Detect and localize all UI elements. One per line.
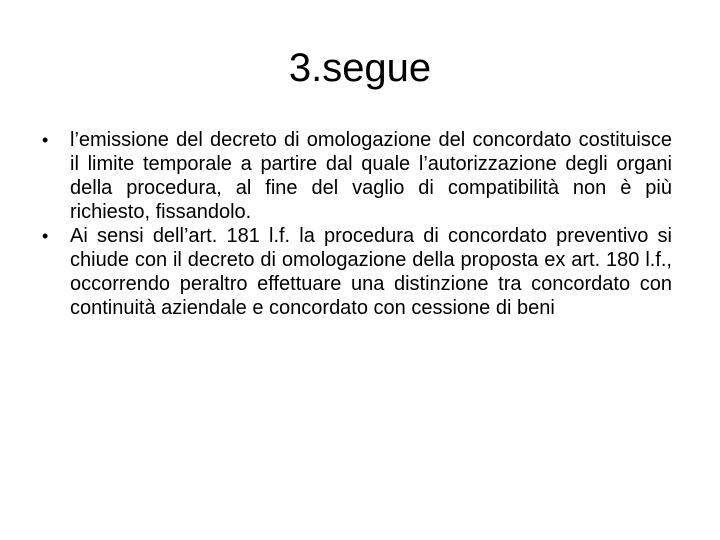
bullet-list <box>42 128 672 320</box>
bullet-item-2 <box>42 224 672 320</box>
bullet-marker: • <box>42 130 49 150</box>
bullet-text: l’emissione del decreto di omologazione del concordato costituisce il limite temporale a partire dal quale l’autorizzazione degli organi della procedura, al fine del vaglio di compatibilità non è più richiesto, fissandolo. <box>70 129 672 223</box>
bullet-item-1 <box>42 128 672 224</box>
bullet-text: Ai sensi dell’art. 181 l.f. la procedura di concordato preventivo si chiude con il decreto di omologazione della proposta ex art. 180 l.f., occorrendo peraltro effettuare una distinzione tra concordato con continuità aziendale e concordato con cessione di beni <box>70 225 672 319</box>
slide-title: 3.segue <box>288 46 432 90</box>
bullet-marker: • <box>42 226 49 246</box>
